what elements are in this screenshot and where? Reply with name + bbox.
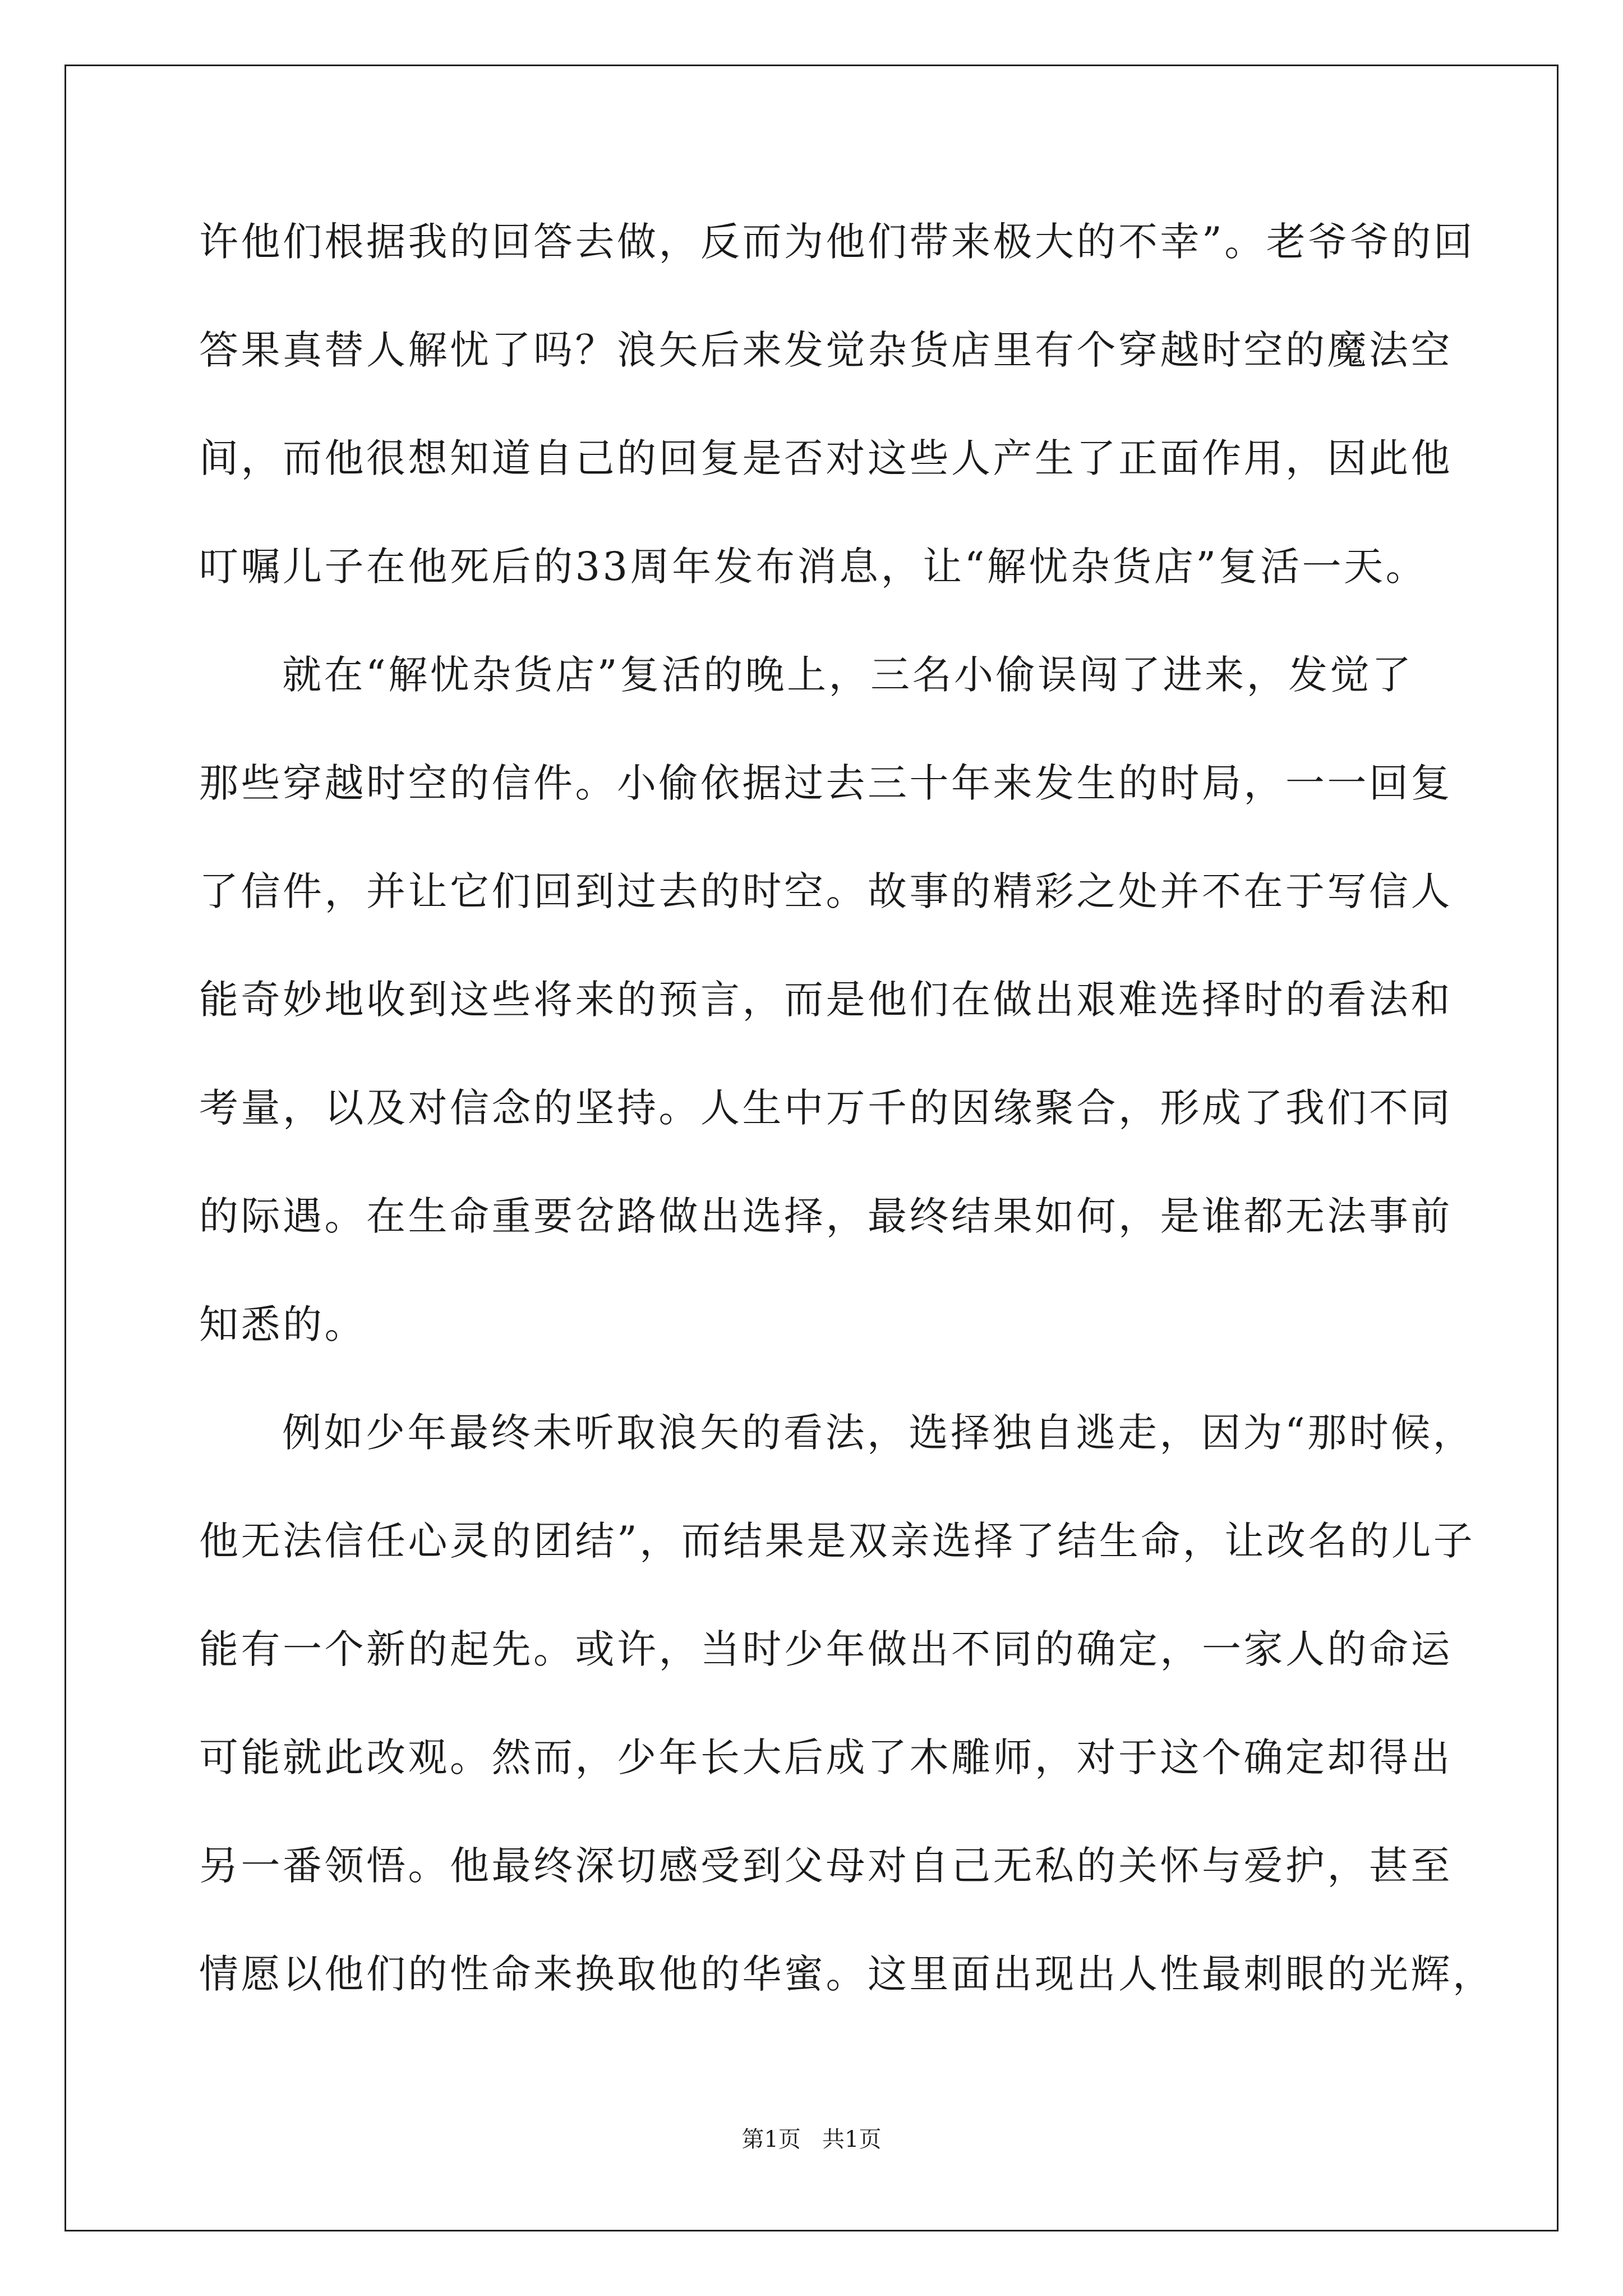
text-line: 另一番领悟。他最终深切感受到父母对自己无私的关怀与爱护，甚至 (199, 1843, 1453, 1889)
text-line: 了信件，并让它们回到过去的时空。故事的精彩之处并不在于写信人 (199, 868, 1453, 914)
text-line: 的际遇。在生命重要岔路做出选择，最终结果如何，是谁都无法事前 (199, 1193, 1453, 1239)
text-line: 考量，以及对信念的坚持。人生中万千的因缘聚合，形成了我们不同 (199, 1085, 1453, 1131)
page-footer: 第1页 共1页 (741, 2127, 882, 2152)
paragraph-start-line: 例如少年最终未听取浪矢的看法，选择独自逃走，因为“那时候， (282, 1410, 1475, 1456)
paragraph-start-line: 就在“解忧杂货店”复活的晚上，三名小偷误闯了进来，发觉了 (282, 652, 1414, 698)
text-line: 叮嘱儿子在他死后的33周年发布消息，让“解忧杂货店”复活一天。 (199, 544, 1428, 590)
text-line: 能奇妙地收到这些将来的预言，而是他们在做出艰难选择时的看法和 (199, 977, 1453, 1023)
text-line: 能有一个新的起先。或许，当时少年做出不同的确定，一家人的命运 (199, 1626, 1453, 1672)
text-line: 那些穿越时空的信件。小偷依据过去三十年来发生的时局，一一回复 (199, 760, 1453, 806)
document-body (199, 215, 1495, 2055)
text-line: 情愿以他们的性命来换取他的华蜜。这里面出现出人性最刺眼的光辉， (199, 1951, 1495, 1997)
text-line: 间，而他很想知道自己的回复是否对这些人产生了正面作用，因此他 (199, 435, 1453, 481)
text-line: 许他们根据我的回答去做，反而为他们带来极大的不幸”。老爷爷的回 (199, 219, 1476, 265)
text-line: 他无法信任心灵的团结”，而结果是双亲选择了结生命，让改名的儿子 (199, 1518, 1476, 1564)
text-line: 知悉的。 (199, 1301, 366, 1347)
text-line: 答果真替人解忧了吗？浪矢后来发觉杂货店里有个穿越时空的魔法空 (199, 327, 1453, 373)
text-line: 可能就此改观。然而，少年长大后成了木雕师，对于这个确定却得出 (199, 1734, 1453, 1780)
